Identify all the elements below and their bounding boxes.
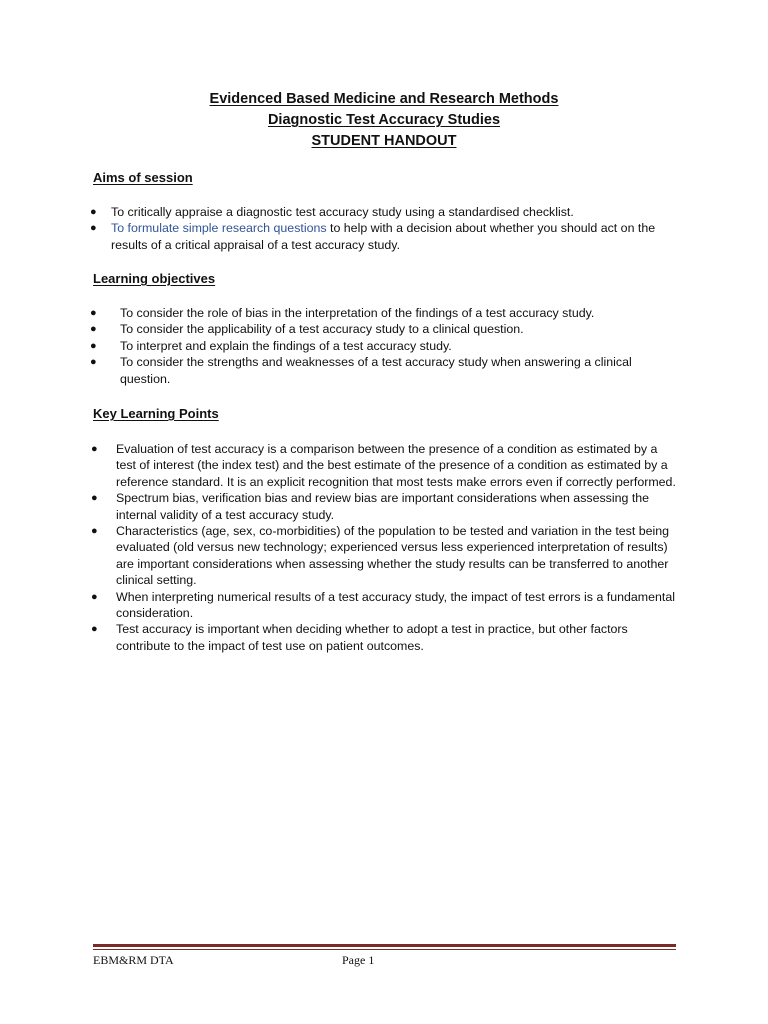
aims-item-text: to help with a decision about whether you should act on the results of a critical appraisal of a test accuracy study.	[111, 221, 656, 252]
objective-text: To consider the applicability of a test accuracy study to a clinical question.	[120, 322, 524, 337]
bullet-icon: ●	[90, 222, 97, 235]
list-item	[90, 220, 686, 253]
bullet-icon: ●	[90, 339, 97, 352]
bullet-icon: ●	[90, 206, 97, 218]
list-item	[91, 589, 680, 622]
footer-divider-thin	[93, 949, 676, 950]
objectives-heading: Learning objectives	[93, 271, 216, 286]
aims-item-text: To critically appraise a diagnostic test accuracy study using a standardised checklist.	[111, 205, 574, 219]
list-item	[90, 204, 686, 220]
page-number: Page 1	[342, 953, 375, 967]
list-item	[90, 321, 665, 337]
document-subtitle: Diagnostic Test Accuracy Studies	[267, 112, 501, 128]
key-point-text: Spectrum bias, verification bias and review bias are important considerations when assessing the internal validity of a test accuracy study.	[116, 491, 650, 522]
research-questions-link[interactable]: To formulate simple research questions	[111, 221, 327, 236]
aims-list	[90, 204, 686, 253]
objectives-list	[90, 305, 665, 387]
bullet-icon: ●	[90, 307, 97, 319]
list-item	[90, 354, 665, 387]
bullet-icon: ●	[90, 356, 97, 369]
key-points-heading: Key Learning Points	[93, 406, 219, 421]
handout-label: STUDENT HANDOUT	[311, 133, 457, 149]
list-item	[91, 523, 680, 589]
bullet-icon: ●	[90, 323, 97, 336]
key-point-text: Evaluation of test accuracy is a comparison between the presence of a condition as estimated by a test of interest (the index test) and the best estimate of the presence of a condition as estimated by a reference standard. It is an explicit recognition that most tests make errors even if correctly performed.	[116, 442, 676, 489]
key-point-text: Test accuracy is important when deciding whether to adopt a test in practice, but other factors contribute to the impact of test use on patient outcomes.	[116, 622, 628, 653]
objective-text: To consider the role of bias in the interpretation of the findings of a test accuracy study.	[120, 306, 595, 320]
bullet-icon: ●	[91, 443, 98, 455]
key-point-text: Characteristics (age, sex, co-morbidities) of the population to be tested and variation in the test being evaluated (old versus new technology; experienced versus less experienced interpretation of results) are important considerations when assessing whether the study results can be transferred to another clinical setting.	[116, 524, 670, 588]
list-item	[91, 621, 680, 654]
aims-heading: Aims of session	[93, 170, 193, 185]
bullet-icon: ●	[91, 590, 98, 603]
bullet-icon: ●	[91, 525, 98, 538]
footer-divider	[93, 944, 676, 947]
list-item	[91, 441, 680, 490]
key-points-list	[91, 441, 680, 654]
key-point-text: When interpreting numerical results of a test accuracy study, the impact of test errors is a fundamental consideration.	[116, 589, 675, 621]
bullet-icon: ●	[91, 492, 98, 505]
list-item	[91, 490, 680, 523]
document-title: Evidenced Based Medicine and Research Methods	[209, 91, 559, 107]
list-item	[90, 338, 665, 354]
footer-doc-label: EBM&RM DTA	[93, 953, 174, 967]
objective-text: To consider the strengths and weaknesses of a test accuracy study when answering a clinical question.	[120, 355, 632, 386]
objective-text: To interpret and explain the findings of a test accuracy study.	[120, 338, 452, 353]
list-item	[90, 305, 665, 321]
title-block	[0, 89, 768, 152]
bullet-icon: ●	[91, 623, 98, 636]
